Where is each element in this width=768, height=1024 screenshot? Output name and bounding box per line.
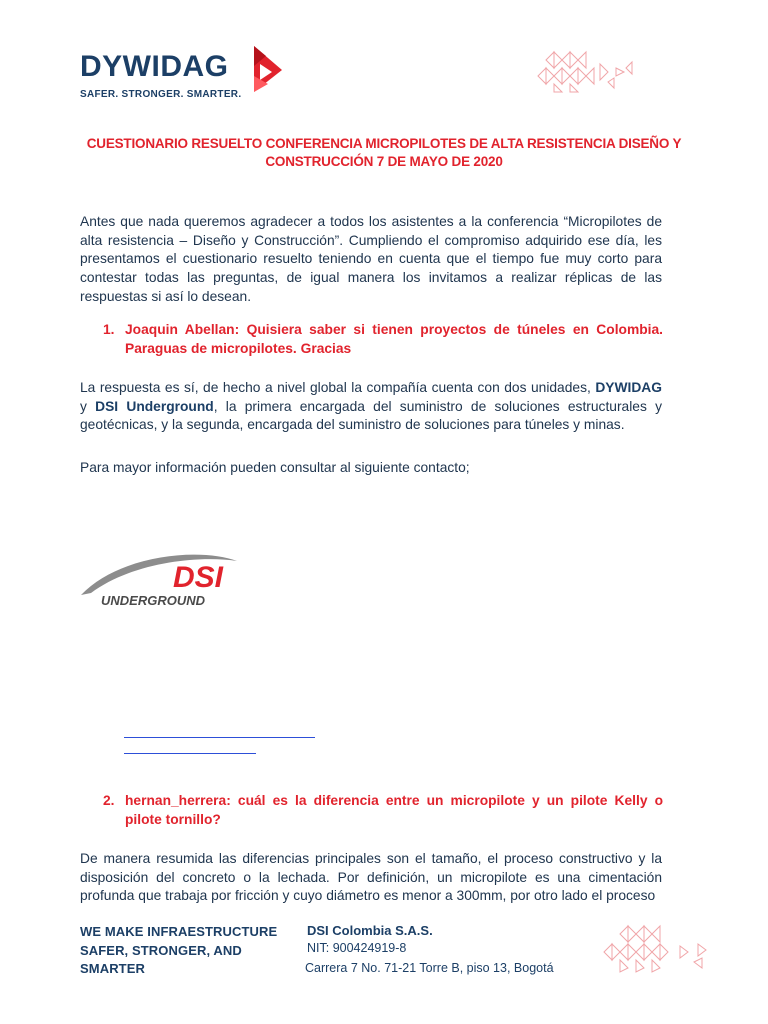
dsi-logo-subtext: UNDERGROUND [101, 593, 205, 608]
footer-address: Carrera 7 No. 71-21 Torre B, piso 13, Bogotá [305, 961, 554, 975]
question-2 [103, 792, 663, 829]
dsi-underground-logo [79, 549, 239, 611]
answer-text: La respuesta es sí, de hecho a nivel global la compañía cuenta con dos unidades, [80, 380, 596, 395]
document-title: CUESTIONARIO RESUELTO CONFERENCIA MICROPILOTES DE ALTA RESISTENCIA DISEÑO Y CONSTRUCCIÓN 7 DE MAYO DE 2020 [86, 136, 682, 169]
answer-text: , la primera encargada del suministro de soluciones estructurales y geotécnicas, y la segunda, encargada del suministro de soluciones para túneles y minas. [80, 398, 662, 433]
contact-intro: Para mayor información pueden consultar al siguiente contacto; [80, 460, 470, 475]
footer-nit: NIT: 900424919-8 [307, 941, 407, 955]
tagline: SAFER. STRONGER. SMARTER. [80, 89, 242, 100]
question-text: Joaquin Abellan: Quisiera saber si tienen proyectos de túneles en Colombia. Paraguas de micropilotes. Gracias [125, 322, 663, 356]
question-number: 2. [103, 793, 115, 808]
answer-2-paragraph: De manera resumida las diferencias principales son el tamaño, el proceso constructivo y la disposición del concreto o la lechada. Por definición, un micropilote es una cimentación profunda que trabaja por fricción y cuyo diámetro es menor a 300mm, por otro lado el proceso [80, 851, 662, 904]
brand-dywidag: DYWIDAG [595, 380, 662, 395]
question-text: hernan_herrera: cuál es la diferencia entre un micropilote y un pilote Kelly o pilote tornillo? [125, 793, 663, 827]
question-1 [103, 321, 663, 358]
dywidag-logo: DYWIDAG [80, 50, 229, 83]
footer-slogan-line: SAFER, STRONGER, AND [80, 942, 242, 958]
triangle-pattern-icon [534, 50, 638, 94]
dywidag-logo-mark-icon [252, 46, 284, 92]
question-number: 1. [103, 322, 115, 337]
brand-dsi-underground: DSI Underground [95, 398, 214, 414]
intro-paragraph: Antes que nada queremos agradecer a todos los asistentes a la conferencia “Micropilotes de alta resistencia – Diseño y Construcción”. Cumpliendo el compromiso adquirido ese día, les presentamos el cuestionario resuelto teniendo en cuenta que el tiempo fue muy corto para contestar todas las preguntas, de igual manera los invitamos a realizar réplicas de las respuestas si así lo desean. [80, 214, 662, 304]
answer-text: y [80, 398, 96, 414]
footer-slogan [80, 923, 277, 979]
footer-slogan-line: SMARTER [80, 961, 145, 976]
footer-slogan-line: WE MAKE INFRAESTRUCTURE [80, 924, 278, 939]
contact-link-1[interactable] [124, 737, 315, 738]
contact-link-2[interactable] [124, 753, 256, 754]
footer-company: DSI Colombia S.A.S. [307, 923, 433, 938]
triangle-pattern-icon [598, 924, 716, 976]
answer-1-paragraph [80, 379, 662, 435]
dsi-logo-text: DSI [173, 561, 224, 594]
